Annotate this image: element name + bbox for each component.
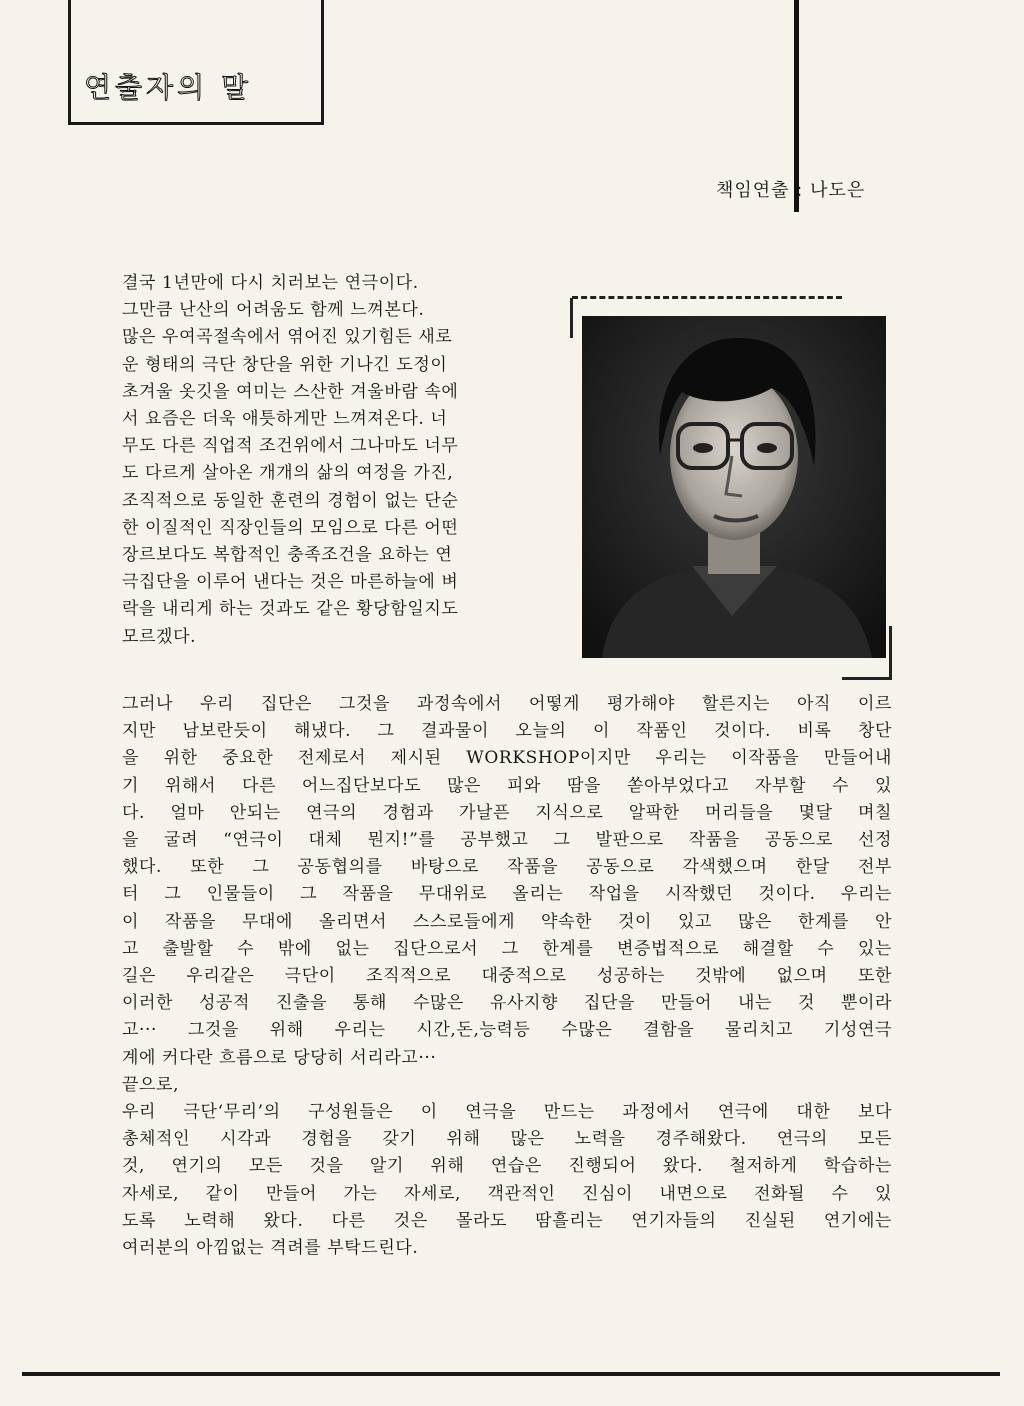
text-line: 도록 노력해 왔다. 다른 것은 몰라도 땀흘리는 연기자들의 진실된 연기에는: [122, 1210, 892, 1231]
text-line: 길은 우리같은 극단이 조직적으로 대중적으로 성공하는 것밖에 없으며 또한: [122, 966, 892, 987]
byline: 책임연출 : 나도은: [716, 180, 866, 201]
text-line: 끝으로,: [122, 1074, 180, 1095]
text-line: 조직적으로 동일한 훈련의 경험이 없는 단순: [122, 490, 459, 511]
text-line: 극집단을 이루어 낸다는 것은 마른하늘에 벼: [122, 572, 459, 593]
text-line: 을 위한 중요한 전제로서 제시된 WORKSHOP이지만 우리는 이작품을 만들어내: [122, 748, 892, 769]
text-line: 이러한 성공적 진출을 통해 수많은 유사지향 집단을 만들어 내는 것 뿐이라: [122, 993, 892, 1014]
text-line: 초겨울 옷깃을 여미는 스산한 겨울바람 속에: [122, 381, 459, 402]
photo-frame-bottom-bar: [842, 677, 892, 680]
text-line: 것, 연기의 모든 것을 알기 위해 연습은 진행되어 왔다. 철저하게 학습하는: [122, 1156, 892, 1177]
text-line: 다. 얼마 안되는 연극의 경험과 가날픈 지식으로 알팍한 머리들을 몇달 며칠: [122, 802, 892, 823]
text-line: 고 출발할 수 밖에 없는 집단으로서 그 한계를 변증법적으로 해결할 수 있는: [122, 938, 892, 959]
text-line: 여러분의 아낌없는 격려를 부탁드린다.: [122, 1238, 419, 1259]
text-line: 모르겠다.: [122, 626, 197, 647]
text-line: 무도 다른 직업적 조건위에서 그나마도 너무: [122, 436, 459, 457]
text-line: 운 형태의 극단 창단을 위한 기나긴 도정이: [122, 354, 448, 375]
text-line: 우리 극단‘무리’의 구성원들은 이 연극을 만드는 과정에서 연극에 대한 보다: [122, 1102, 892, 1123]
text-line: 계에 커다란 흐름으로 당당히 서리라고···: [122, 1047, 437, 1068]
text-line: 서 요즘은 더욱 애틋하게만 느껴져온다. 너: [122, 409, 448, 430]
text-line: 장르보다도 복합적인 충족조건을 요하는 연: [122, 545, 453, 566]
text-line: 이 작품을 무대에 올리면서 스스로들에게 약속한 것이 있고 많은 한계를 안: [122, 911, 892, 932]
text-line: 했다. 또한 그 공동협의를 바탕으로 작품을 공동으로 각색했으며 한달 전부: [122, 857, 892, 878]
intro-paragraph: [122, 270, 572, 651]
text-line: 지만 남보란듯이 해냈다. 그 결과물이 오늘의 이 작품인 것이다. 비록 창단: [122, 721, 892, 742]
text-line: 기 위해서 다른 어느집단보다도 많은 피와 땀을 쏟아부었다고 자부할 수 있: [122, 775, 892, 796]
text-line: 도 다르게 살아온 개개의 삶의 여정을 가진,: [122, 463, 454, 484]
text-line: 많은 우여곡절속에서 엮어진 있기힘든 새로: [122, 327, 453, 348]
text-line: 터 그 인물들이 그 작품을 무대위로 올리는 작업을 시작했던 것이다. 우리는: [122, 884, 892, 905]
photo-frame-top-dash: [572, 296, 842, 299]
portrait-image: [582, 316, 886, 658]
photo-frame-right-bar: [889, 626, 892, 678]
bottom-rule: [22, 1372, 1000, 1376]
text-line: 그러나 우리 집단은 그것을 과정속에서 어떻게 평가해야 할른지는 아직 이르: [122, 694, 892, 714]
text-line: 한 이질적인 직장인들의 모임으로 다른 어떤: [122, 517, 459, 538]
page-title: 연출자의 말: [84, 71, 253, 104]
text-line: 고··· 그것을 위해 우리는 시간,돈,능력등 수많은 결함을 물리치고 기성연극: [122, 1020, 892, 1041]
text-line: 그만큼 난산의 어려움도 함께 느껴본다.: [122, 300, 425, 321]
text-line: 총체적인 시각과 경험을 갖기 위해 많은 노력을 경주해왔다. 연극의 모든: [122, 1129, 892, 1150]
title-frame: [68, 0, 324, 125]
text-line: 락을 내리게 하는 것과도 같은 황당함일지도: [122, 599, 459, 620]
text-line: 을 굴려 “연극이 대체 뭔지!”를 공부했고 그 발판으로 작품을 공동으로 선정: [122, 830, 892, 851]
director-portrait: [582, 316, 886, 658]
text-line: 결국 1년만에 다시 치러보는 연극이다.: [122, 273, 419, 293]
text-line: 자세로, 같이 만들어 가는 자세로, 객관적인 진심이 내면으로 전화될 수 있: [122, 1183, 892, 1204]
main-paragraph: [122, 691, 892, 1262]
